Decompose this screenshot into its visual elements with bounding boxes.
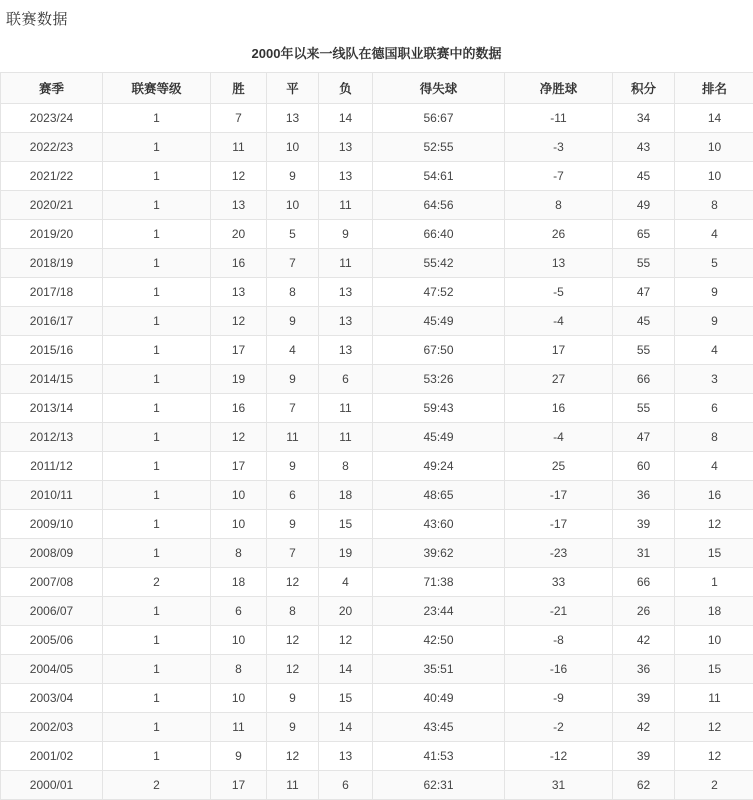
cell-season: 2019/20 [1, 220, 103, 249]
cell-wins: 17 [211, 771, 267, 800]
cell-goals: 45:49 [373, 423, 505, 452]
table-row [1, 307, 753, 336]
cell-points: 42 [613, 713, 675, 742]
cell-level: 2 [103, 771, 211, 800]
cell-losses: 18 [319, 481, 373, 510]
cell-goals: 55:42 [373, 249, 505, 278]
cell-points: 55 [613, 336, 675, 365]
cell-level: 1 [103, 278, 211, 307]
cell-rank: 6 [675, 394, 753, 423]
table-row [1, 162, 753, 191]
cell-wins: 18 [211, 568, 267, 597]
cell-goal-difference: -4 [505, 307, 613, 336]
cell-points: 39 [613, 684, 675, 713]
table-row [1, 568, 753, 597]
cell-goal-difference: -21 [505, 597, 613, 626]
cell-wins: 17 [211, 336, 267, 365]
cell-season: 2007/08 [1, 568, 103, 597]
cell-goal-difference: 8 [505, 191, 613, 220]
cell-rank: 12 [675, 742, 753, 771]
cell-season: 2008/09 [1, 539, 103, 568]
cell-season: 2004/05 [1, 655, 103, 684]
table-row [1, 597, 753, 626]
cell-goal-difference: 26 [505, 220, 613, 249]
cell-season: 2016/17 [1, 307, 103, 336]
cell-goals: 54:61 [373, 162, 505, 191]
cell-rank: 11 [675, 684, 753, 713]
cell-level: 1 [103, 191, 211, 220]
cell-wins: 11 [211, 713, 267, 742]
table-row [1, 336, 753, 365]
cell-goal-difference: -3 [505, 133, 613, 162]
table-row [1, 104, 753, 133]
cell-rank: 8 [675, 423, 753, 452]
cell-draws: 9 [267, 684, 319, 713]
cell-points: 45 [613, 307, 675, 336]
cell-losses: 13 [319, 278, 373, 307]
cell-points: 39 [613, 742, 675, 771]
cell-goals: 64:56 [373, 191, 505, 220]
cell-goals: 59:43 [373, 394, 505, 423]
cell-level: 2 [103, 568, 211, 597]
cell-losses: 14 [319, 104, 373, 133]
cell-season: 2018/19 [1, 249, 103, 278]
cell-rank: 4 [675, 452, 753, 481]
cell-rank: 14 [675, 104, 753, 133]
cell-rank: 9 [675, 307, 753, 336]
cell-points: 47 [613, 423, 675, 452]
cell-goal-difference: -7 [505, 162, 613, 191]
column-header-season: 赛季 [1, 73, 103, 104]
cell-wins: 20 [211, 220, 267, 249]
cell-goal-difference: 31 [505, 771, 613, 800]
cell-points: 36 [613, 481, 675, 510]
table-caption: 2000年以来一线队在德国职业联赛中的数据 [0, 43, 753, 62]
cell-goal-difference: -17 [505, 481, 613, 510]
cell-goals: 43:45 [373, 713, 505, 742]
cell-goals: 43:60 [373, 510, 505, 539]
table-header-row [1, 73, 753, 104]
cell-losses: 11 [319, 191, 373, 220]
table-row [1, 655, 753, 684]
cell-rank: 10 [675, 162, 753, 191]
cell-points: 66 [613, 365, 675, 394]
cell-rank: 8 [675, 191, 753, 220]
cell-level: 1 [103, 597, 211, 626]
column-header-rank: 排名 [675, 73, 753, 104]
cell-losses: 12 [319, 626, 373, 655]
cell-losses: 13 [319, 742, 373, 771]
cell-season: 2015/16 [1, 336, 103, 365]
cell-draws: 9 [267, 713, 319, 742]
cell-level: 1 [103, 626, 211, 655]
cell-points: 60 [613, 452, 675, 481]
table-row [1, 626, 753, 655]
cell-losses: 9 [319, 220, 373, 249]
cell-wins: 10 [211, 481, 267, 510]
cell-rank: 4 [675, 336, 753, 365]
cell-goal-difference: 17 [505, 336, 613, 365]
column-header-wins: 胜 [211, 73, 267, 104]
cell-season: 2023/24 [1, 104, 103, 133]
column-header-draws: 平 [267, 73, 319, 104]
table-header [1, 73, 753, 104]
cell-wins: 13 [211, 278, 267, 307]
cell-draws: 10 [267, 133, 319, 162]
cell-points: 66 [613, 568, 675, 597]
cell-wins: 9 [211, 742, 267, 771]
cell-losses: 15 [319, 510, 373, 539]
cell-rank: 9 [675, 278, 753, 307]
cell-goal-difference: -4 [505, 423, 613, 452]
cell-rank: 5 [675, 249, 753, 278]
cell-season: 2013/14 [1, 394, 103, 423]
cell-rank: 4 [675, 220, 753, 249]
table-row [1, 452, 753, 481]
table-row [1, 394, 753, 423]
cell-losses: 8 [319, 452, 373, 481]
cell-level: 1 [103, 655, 211, 684]
cell-points: 62 [613, 771, 675, 800]
cell-goals: 71:38 [373, 568, 505, 597]
cell-points: 65 [613, 220, 675, 249]
cell-goals: 23:44 [373, 597, 505, 626]
cell-season: 2011/12 [1, 452, 103, 481]
cell-rank: 12 [675, 510, 753, 539]
cell-rank: 2 [675, 771, 753, 800]
cell-points: 39 [613, 510, 675, 539]
cell-season: 2009/10 [1, 510, 103, 539]
cell-losses: 11 [319, 249, 373, 278]
cell-points: 34 [613, 104, 675, 133]
cell-rank: 18 [675, 597, 753, 626]
cell-losses: 13 [319, 162, 373, 191]
cell-goals: 47:52 [373, 278, 505, 307]
page-container [0, 8, 753, 800]
cell-season: 2010/11 [1, 481, 103, 510]
cell-draws: 9 [267, 452, 319, 481]
cell-season: 2014/15 [1, 365, 103, 394]
cell-losses: 19 [319, 539, 373, 568]
league-stats-table [0, 72, 753, 800]
cell-level: 1 [103, 481, 211, 510]
cell-wins: 12 [211, 162, 267, 191]
cell-goal-difference: -8 [505, 626, 613, 655]
cell-level: 1 [103, 249, 211, 278]
cell-draws: 9 [267, 307, 319, 336]
cell-losses: 13 [319, 133, 373, 162]
cell-draws: 7 [267, 539, 319, 568]
cell-season: 2020/21 [1, 191, 103, 220]
cell-goals: 35:51 [373, 655, 505, 684]
table-row [1, 133, 753, 162]
cell-wins: 8 [211, 655, 267, 684]
cell-wins: 10 [211, 626, 267, 655]
cell-goals: 53:26 [373, 365, 505, 394]
cell-wins: 17 [211, 452, 267, 481]
cell-goals: 45:49 [373, 307, 505, 336]
cell-losses: 20 [319, 597, 373, 626]
cell-draws: 11 [267, 423, 319, 452]
cell-losses: 6 [319, 771, 373, 800]
cell-wins: 13 [211, 191, 267, 220]
cell-season: 2003/04 [1, 684, 103, 713]
column-header-goal-difference: 净胜球 [505, 73, 613, 104]
cell-draws: 12 [267, 568, 319, 597]
cell-goals: 52:55 [373, 133, 505, 162]
cell-level: 1 [103, 220, 211, 249]
cell-wins: 11 [211, 133, 267, 162]
cell-draws: 5 [267, 220, 319, 249]
cell-draws: 7 [267, 394, 319, 423]
cell-season: 2006/07 [1, 597, 103, 626]
cell-goals: 66:40 [373, 220, 505, 249]
cell-draws: 12 [267, 655, 319, 684]
cell-draws: 11 [267, 771, 319, 800]
cell-points: 49 [613, 191, 675, 220]
cell-season: 2022/23 [1, 133, 103, 162]
cell-rank: 1 [675, 568, 753, 597]
cell-draws: 9 [267, 162, 319, 191]
cell-level: 1 [103, 423, 211, 452]
cell-draws: 10 [267, 191, 319, 220]
cell-wins: 8 [211, 539, 267, 568]
cell-season: 2001/02 [1, 742, 103, 771]
cell-rank: 15 [675, 539, 753, 568]
cell-draws: 4 [267, 336, 319, 365]
cell-level: 1 [103, 684, 211, 713]
cell-wins: 16 [211, 394, 267, 423]
table-row [1, 249, 753, 278]
cell-goal-difference: 27 [505, 365, 613, 394]
cell-level: 1 [103, 162, 211, 191]
cell-goals: 39:62 [373, 539, 505, 568]
cell-goal-difference: 16 [505, 394, 613, 423]
cell-losses: 6 [319, 365, 373, 394]
cell-draws: 9 [267, 365, 319, 394]
table-row [1, 742, 753, 771]
cell-draws: 9 [267, 510, 319, 539]
cell-losses: 11 [319, 423, 373, 452]
cell-goals: 48:65 [373, 481, 505, 510]
cell-wins: 6 [211, 597, 267, 626]
cell-wins: 12 [211, 307, 267, 336]
table-row [1, 191, 753, 220]
cell-wins: 16 [211, 249, 267, 278]
table-row [1, 423, 753, 452]
cell-losses: 4 [319, 568, 373, 597]
cell-wins: 7 [211, 104, 267, 133]
cell-goal-difference: -5 [505, 278, 613, 307]
cell-points: 55 [613, 394, 675, 423]
cell-level: 1 [103, 133, 211, 162]
table-row [1, 481, 753, 510]
cell-goal-difference: -17 [505, 510, 613, 539]
cell-rank: 12 [675, 713, 753, 742]
cell-level: 1 [103, 539, 211, 568]
cell-goals: 49:24 [373, 452, 505, 481]
table-row [1, 713, 753, 742]
cell-season: 2021/22 [1, 162, 103, 191]
cell-points: 36 [613, 655, 675, 684]
cell-points: 45 [613, 162, 675, 191]
cell-season: 2012/13 [1, 423, 103, 452]
cell-season: 2002/03 [1, 713, 103, 742]
table-row [1, 539, 753, 568]
cell-goals: 62:31 [373, 771, 505, 800]
cell-draws: 8 [267, 278, 319, 307]
cell-wins: 10 [211, 510, 267, 539]
cell-level: 1 [103, 365, 211, 394]
cell-points: 26 [613, 597, 675, 626]
cell-goal-difference: -23 [505, 539, 613, 568]
cell-wins: 10 [211, 684, 267, 713]
cell-points: 43 [613, 133, 675, 162]
cell-goals: 40:49 [373, 684, 505, 713]
table-row [1, 220, 753, 249]
table-row [1, 684, 753, 713]
cell-goal-difference: 33 [505, 568, 613, 597]
cell-goal-difference: -12 [505, 742, 613, 771]
cell-goals: 42:50 [373, 626, 505, 655]
table-row [1, 510, 753, 539]
cell-level: 1 [103, 713, 211, 742]
cell-losses: 15 [319, 684, 373, 713]
table-row [1, 278, 753, 307]
cell-draws: 12 [267, 742, 319, 771]
cell-goal-difference: -9 [505, 684, 613, 713]
page-title: 联赛数据 [6, 8, 753, 29]
cell-goals: 56:67 [373, 104, 505, 133]
cell-level: 1 [103, 742, 211, 771]
cell-wins: 12 [211, 423, 267, 452]
cell-rank: 10 [675, 133, 753, 162]
cell-rank: 16 [675, 481, 753, 510]
cell-goal-difference: -11 [505, 104, 613, 133]
cell-goal-difference: -2 [505, 713, 613, 742]
column-header-level: 联赛等级 [103, 73, 211, 104]
cell-draws: 8 [267, 597, 319, 626]
cell-level: 1 [103, 336, 211, 365]
cell-level: 1 [103, 510, 211, 539]
cell-points: 31 [613, 539, 675, 568]
cell-season: 2005/06 [1, 626, 103, 655]
column-header-points: 积分 [613, 73, 675, 104]
cell-losses: 14 [319, 655, 373, 684]
cell-goal-difference: 25 [505, 452, 613, 481]
column-header-losses: 负 [319, 73, 373, 104]
cell-losses: 11 [319, 394, 373, 423]
cell-draws: 12 [267, 626, 319, 655]
table-row [1, 771, 753, 800]
cell-goals: 67:50 [373, 336, 505, 365]
cell-draws: 7 [267, 249, 319, 278]
cell-points: 42 [613, 626, 675, 655]
cell-level: 1 [103, 394, 211, 423]
cell-rank: 10 [675, 626, 753, 655]
cell-points: 47 [613, 278, 675, 307]
cell-rank: 3 [675, 365, 753, 394]
cell-season: 2000/01 [1, 771, 103, 800]
table-row [1, 365, 753, 394]
cell-season: 2017/18 [1, 278, 103, 307]
cell-draws: 6 [267, 481, 319, 510]
cell-goal-difference: -16 [505, 655, 613, 684]
cell-level: 1 [103, 104, 211, 133]
cell-level: 1 [103, 307, 211, 336]
table-body [1, 104, 753, 800]
column-header-goals: 得失球 [373, 73, 505, 104]
cell-rank: 15 [675, 655, 753, 684]
cell-goal-difference: 13 [505, 249, 613, 278]
cell-goals: 41:53 [373, 742, 505, 771]
cell-level: 1 [103, 452, 211, 481]
cell-draws: 13 [267, 104, 319, 133]
cell-losses: 13 [319, 336, 373, 365]
cell-points: 55 [613, 249, 675, 278]
cell-losses: 14 [319, 713, 373, 742]
cell-losses: 13 [319, 307, 373, 336]
cell-wins: 19 [211, 365, 267, 394]
